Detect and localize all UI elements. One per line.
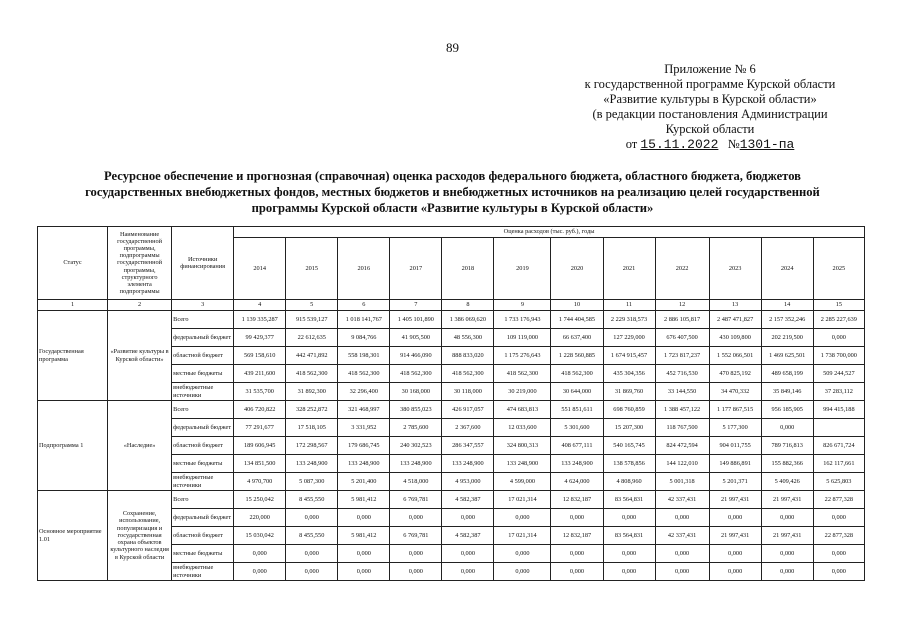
header-year: 2022	[655, 238, 709, 300]
funding-source: федеральный бюджет	[172, 419, 234, 437]
amount-cell: 109 119,000	[494, 329, 551, 347]
amount-cell: 66 637,400	[551, 329, 603, 347]
amount-cell: 4 582,387	[442, 527, 494, 545]
appendix-line: к государственной программе Курской области	[584, 77, 836, 91]
amount-cell: 1 744 404,585	[551, 311, 603, 329]
amount-cell: 1 733 176,943	[494, 311, 551, 329]
amount-cell: 0,000	[813, 545, 864, 563]
amount-cell: 435 304,356	[603, 365, 655, 383]
amount-cell: 118 767,500	[655, 419, 709, 437]
amount-cell: 406 720,822	[234, 401, 286, 419]
amount-cell: 0,000	[234, 545, 286, 563]
amount-cell: 0,000	[603, 509, 655, 527]
column-index: 1	[38, 300, 108, 311]
amount-cell: 5 177,300	[709, 419, 761, 437]
amount-cell: 0,000	[709, 545, 761, 563]
amount-cell: 0,000	[286, 545, 338, 563]
header-name: Наименование государственной программы, подпрограммы государственной программы, структурного элемента подпрограммы	[108, 227, 172, 300]
funding-source: областной бюджет	[172, 527, 234, 545]
header-year: 2018	[442, 238, 494, 300]
amount-cell: 915 539,127	[286, 311, 338, 329]
amount-cell: 286 347,557	[442, 437, 494, 455]
amount-cell: 418 562,300	[442, 365, 494, 383]
amount-cell: 9 084,766	[338, 329, 390, 347]
decree-number: 1301-па	[739, 137, 795, 152]
column-index: 8	[442, 300, 494, 311]
amount-cell: 22 877,328	[813, 491, 864, 509]
amount-cell: 42 337,431	[655, 491, 709, 509]
header-year: 2020	[551, 238, 603, 300]
amount-cell: 133 248,900	[390, 455, 442, 473]
funding-source: внебюджетные источники	[172, 563, 234, 581]
funding-source: внебюджетные источники	[172, 383, 234, 401]
amount-cell: 0,000	[655, 509, 709, 527]
table-row	[38, 311, 865, 329]
amount-cell: 31 869,760	[603, 383, 655, 401]
funding-source: местные бюджеты	[172, 365, 234, 383]
row-status: Подпрограмма 1	[38, 401, 108, 491]
amount-cell: 0,000	[761, 545, 813, 563]
amount-cell: 5 625,803	[813, 473, 864, 491]
column-index: 11	[603, 300, 655, 311]
amount-cell: 8 455,550	[286, 491, 338, 509]
table-row	[38, 491, 865, 509]
amount-cell: 32 296,400	[338, 383, 390, 401]
row-status: Основное мероприятие 1.01	[38, 491, 108, 581]
funding-source: федеральный бюджет	[172, 509, 234, 527]
amount-cell: 8 455,550	[286, 527, 338, 545]
amount-cell: 5 201,400	[338, 473, 390, 491]
amount-cell: 4 518,000	[390, 473, 442, 491]
amount-cell: 172 298,567	[286, 437, 338, 455]
column-index: 13	[709, 300, 761, 311]
header-year: 2019	[494, 238, 551, 300]
header-year: 2024	[761, 238, 813, 300]
amount-cell: 133 248,900	[442, 455, 494, 473]
header-status: Статус	[38, 227, 108, 300]
resource-table	[37, 226, 865, 581]
amount-cell: 5 301,600	[551, 419, 603, 437]
header-year: 2025	[813, 238, 864, 300]
amount-cell: 1 228 560,885	[551, 347, 603, 365]
amount-cell: 0,000	[390, 563, 442, 581]
amount-cell: 17 021,314	[494, 491, 551, 509]
amount-cell: 470 825,192	[709, 365, 761, 383]
amount-cell: 22 612,635	[286, 329, 338, 347]
amount-cell: 133 248,900	[286, 455, 338, 473]
amount-cell: 2 785,600	[390, 419, 442, 437]
amount-cell: 22 877,328	[813, 527, 864, 545]
date-prefix: от	[625, 137, 638, 151]
amount-cell: 134 851,500	[234, 455, 286, 473]
amount-cell: 0,000	[442, 545, 494, 563]
amount-cell: 30 118,000	[442, 383, 494, 401]
amount-cell: 179 686,745	[338, 437, 390, 455]
document-title: Ресурсное обеспечение и прогнозная (справочная) оценка расходов федерального бюджета, областного бюджета, бюджетов государственных внебюджетных фондов, местных бюджетов и внебюджетных источников на реализацию целей государственной программы Курской области «Развитие культуры в Курской области»	[85, 169, 820, 215]
amount-cell: 42 337,431	[655, 527, 709, 545]
amount-cell: 418 562,300	[338, 365, 390, 383]
amount-cell: 994 415,188	[813, 401, 864, 419]
amount-cell: 0,000	[551, 545, 603, 563]
amount-cell: 418 562,300	[286, 365, 338, 383]
number-prefix: №	[727, 137, 740, 151]
amount-cell: 33 144,550	[655, 383, 709, 401]
amount-cell: 0,000	[551, 563, 603, 581]
amount-cell: 5 981,412	[338, 491, 390, 509]
amount-cell: 12 832,187	[551, 527, 603, 545]
amount-cell: 138 578,856	[603, 455, 655, 473]
amount-cell: 0,000	[494, 545, 551, 563]
amount-cell: 1 018 141,767	[338, 311, 390, 329]
amount-cell: 2 487 471,827	[709, 311, 761, 329]
amount-cell: 328 252,872	[286, 401, 338, 419]
column-index: 9	[494, 300, 551, 311]
amount-cell: 2 367,600	[442, 419, 494, 437]
amount-cell: 1 552 066,501	[709, 347, 761, 365]
amount-cell: 149 886,891	[709, 455, 761, 473]
amount-cell: 0,000	[338, 545, 390, 563]
amount-cell: 15 207,300	[603, 419, 655, 437]
amount-cell: 15 030,042	[234, 527, 286, 545]
amount-cell: 0,000	[286, 563, 338, 581]
row-status: Государственная программа	[38, 311, 108, 401]
amount-cell: 21 997,431	[709, 527, 761, 545]
amount-cell: 162 117,661	[813, 455, 864, 473]
amount-cell: 12 832,187	[551, 491, 603, 509]
amount-cell: 676 407,500	[655, 329, 709, 347]
funding-source: областной бюджет	[172, 437, 234, 455]
funding-source: внебюджетные источники	[172, 473, 234, 491]
amount-cell: 2 229 318,573	[603, 311, 655, 329]
column-index: 15	[813, 300, 864, 311]
amount-cell: 5 409,426	[761, 473, 813, 491]
amount-cell: 914 466,090	[390, 347, 442, 365]
amount-cell: 0,000	[494, 509, 551, 527]
amount-cell: 0,000	[603, 563, 655, 581]
amount-cell: 127 229,000	[603, 329, 655, 347]
amount-cell: 452 716,530	[655, 365, 709, 383]
appendix-line: «Развитие культуры в Курской области»	[603, 92, 817, 106]
amount-cell: 474 683,813	[494, 401, 551, 419]
amount-cell: 21 997,431	[761, 491, 813, 509]
appendix-date-line	[540, 137, 880, 152]
amount-cell: 4 599,000	[494, 473, 551, 491]
amount-cell: 408 677,111	[551, 437, 603, 455]
funding-source: местные бюджеты	[172, 545, 234, 563]
column-index-row	[38, 300, 865, 311]
amount-cell: 48 556,300	[442, 329, 494, 347]
header-year: 2021	[603, 238, 655, 300]
decree-date: 15.11.2022	[640, 137, 719, 152]
amount-cell: 418 562,300	[494, 365, 551, 383]
amount-cell: 83 564,831	[603, 527, 655, 545]
amount-cell: 37 283,112	[813, 383, 864, 401]
amount-cell: 418 562,300	[551, 365, 603, 383]
amount-cell: 133 248,900	[551, 455, 603, 473]
amount-cell: 442 471,892	[286, 347, 338, 365]
amount-cell: 31 892,300	[286, 383, 338, 401]
amount-cell: 6 769,781	[390, 527, 442, 545]
amount-cell: 0,000	[761, 419, 813, 437]
amount-cell: 0,000	[551, 509, 603, 527]
amount-cell: 144 122,010	[655, 455, 709, 473]
amount-cell: 0,000	[234, 563, 286, 581]
column-index: 10	[551, 300, 603, 311]
amount-cell: 41 905,500	[390, 329, 442, 347]
amount-cell: 789 716,813	[761, 437, 813, 455]
amount-cell: 1 386 069,620	[442, 311, 494, 329]
amount-cell: 0,000	[390, 509, 442, 527]
amount-cell: 558 198,301	[338, 347, 390, 365]
amount-cell: 540 165,745	[603, 437, 655, 455]
amount-cell: 2 886 105,817	[655, 311, 709, 329]
amount-cell	[813, 419, 864, 437]
row-program-name: «Развитие культуры в Курской области»	[108, 311, 172, 401]
amount-cell: 15 250,042	[234, 491, 286, 509]
amount-cell: 0,000	[655, 563, 709, 581]
amount-cell: 888 833,020	[442, 347, 494, 365]
amount-cell: 551 851,611	[551, 401, 603, 419]
amount-cell: 0,000	[813, 329, 864, 347]
amount-cell: 30 219,000	[494, 383, 551, 401]
column-index: 7	[390, 300, 442, 311]
amount-cell: 426 917,057	[442, 401, 494, 419]
column-index: 3	[172, 300, 234, 311]
amount-cell: 430 109,800	[709, 329, 761, 347]
amount-cell: 5 981,412	[338, 527, 390, 545]
header-year: 2015	[286, 238, 338, 300]
amount-cell: 956 185,905	[761, 401, 813, 419]
amount-cell: 1 738 700,000	[813, 347, 864, 365]
amount-cell: 21 997,431	[709, 491, 761, 509]
amount-cell: 30 644,000	[551, 383, 603, 401]
amount-cell: 1 674 915,457	[603, 347, 655, 365]
amount-cell: 220,000	[234, 509, 286, 527]
column-index: 5	[286, 300, 338, 311]
header-year: 2016	[338, 238, 390, 300]
amount-cell: 324 800,313	[494, 437, 551, 455]
header-estimate: Оценка расходов (тыс. руб.), годы	[234, 227, 865, 238]
amount-cell: 824 472,594	[655, 437, 709, 455]
amount-cell: 489 658,199	[761, 365, 813, 383]
amount-cell: 380 855,023	[390, 401, 442, 419]
row-program-name: «Наследие»	[108, 401, 172, 491]
amount-cell: 2 157 352,246	[761, 311, 813, 329]
column-index: 2	[108, 300, 172, 311]
amount-cell: 509 244,527	[813, 365, 864, 383]
amount-cell: 0,000	[709, 509, 761, 527]
amount-cell: 3 331,952	[338, 419, 390, 437]
amount-cell: 31 535,700	[234, 383, 286, 401]
amount-cell: 4 970,700	[234, 473, 286, 491]
funding-source: областной бюджет	[172, 347, 234, 365]
amount-cell: 21 997,431	[761, 527, 813, 545]
appendix-block	[540, 62, 880, 152]
amount-cell: 35 849,146	[761, 383, 813, 401]
amount-cell: 0,000	[761, 509, 813, 527]
amount-cell: 17 518,105	[286, 419, 338, 437]
amount-cell: 4 624,000	[551, 473, 603, 491]
amount-cell: 6 769,781	[390, 491, 442, 509]
amount-cell: 0,000	[813, 563, 864, 581]
amount-cell: 1 469 625,501	[761, 347, 813, 365]
amount-cell: 0,000	[442, 563, 494, 581]
column-index: 4	[234, 300, 286, 311]
column-index: 6	[338, 300, 390, 311]
amount-cell: 4 582,387	[442, 491, 494, 509]
amount-cell: 5 201,371	[709, 473, 761, 491]
amount-cell: 0,000	[709, 563, 761, 581]
amount-cell: 0,000	[761, 563, 813, 581]
amount-cell: 0,000	[286, 509, 338, 527]
appendix-line: (в редакции постановления Администрации	[592, 107, 828, 121]
amount-cell: 0,000	[603, 545, 655, 563]
amount-cell: 439 211,600	[234, 365, 286, 383]
header-year: 2017	[390, 238, 442, 300]
amount-cell: 99 429,377	[234, 329, 286, 347]
amount-cell: 1 723 817,237	[655, 347, 709, 365]
header-year: 2014	[234, 238, 286, 300]
amount-cell: 0,000	[442, 509, 494, 527]
amount-cell: 1 139 335,287	[234, 311, 286, 329]
appendix-line: Приложение № 6	[664, 62, 756, 76]
amount-cell: 5 001,318	[655, 473, 709, 491]
amount-cell: 826 671,724	[813, 437, 864, 455]
amount-cell: 569 158,610	[234, 347, 286, 365]
amount-cell: 0,000	[338, 563, 390, 581]
amount-cell: 321 468,997	[338, 401, 390, 419]
amount-cell: 1 405 101,890	[390, 311, 442, 329]
amount-cell: 0,000	[813, 509, 864, 527]
amount-cell: 0,000	[655, 545, 709, 563]
funding-source: Всего	[172, 401, 234, 419]
amount-cell: 0,000	[390, 545, 442, 563]
amount-cell: 0,000	[338, 509, 390, 527]
amount-cell: 240 302,523	[390, 437, 442, 455]
amount-cell: 202 219,500	[761, 329, 813, 347]
amount-cell: 904 011,755	[709, 437, 761, 455]
amount-cell: 12 033,600	[494, 419, 551, 437]
amount-cell: 4 808,960	[603, 473, 655, 491]
amount-cell: 189 606,945	[234, 437, 286, 455]
amount-cell: 133 248,900	[494, 455, 551, 473]
appendix-line: Курской области	[665, 122, 755, 136]
amount-cell: 1 388 457,122	[655, 401, 709, 419]
amount-cell: 1 177 867,515	[709, 401, 761, 419]
amount-cell: 1 175 276,643	[494, 347, 551, 365]
column-index: 14	[761, 300, 813, 311]
row-program-name: Сохранение, использование, популяризация и государственная охрана объектов культурного наследия в Курской области	[108, 491, 172, 581]
amount-cell: 17 021,314	[494, 527, 551, 545]
header-source: Источники финансирования	[172, 227, 234, 300]
amount-cell: 30 168,000	[390, 383, 442, 401]
amount-cell: 133 248,900	[338, 455, 390, 473]
amount-cell: 2 285 227,639	[813, 311, 864, 329]
amount-cell: 34 470,332	[709, 383, 761, 401]
amount-cell: 0,000	[494, 563, 551, 581]
funding-source: Всего	[172, 311, 234, 329]
amount-cell: 4 953,000	[442, 473, 494, 491]
amount-cell: 698 760,859	[603, 401, 655, 419]
amount-cell: 155 882,366	[761, 455, 813, 473]
page-number: 89	[446, 40, 459, 55]
funding-source: федеральный бюджет	[172, 329, 234, 347]
amount-cell: 77 291,677	[234, 419, 286, 437]
funding-source: местные бюджеты	[172, 455, 234, 473]
table-row	[38, 401, 865, 419]
amount-cell: 83 564,831	[603, 491, 655, 509]
amount-cell: 418 562,300	[390, 365, 442, 383]
funding-source: Всего	[172, 491, 234, 509]
header-year: 2023	[709, 238, 761, 300]
amount-cell: 5 087,300	[286, 473, 338, 491]
column-index: 12	[655, 300, 709, 311]
